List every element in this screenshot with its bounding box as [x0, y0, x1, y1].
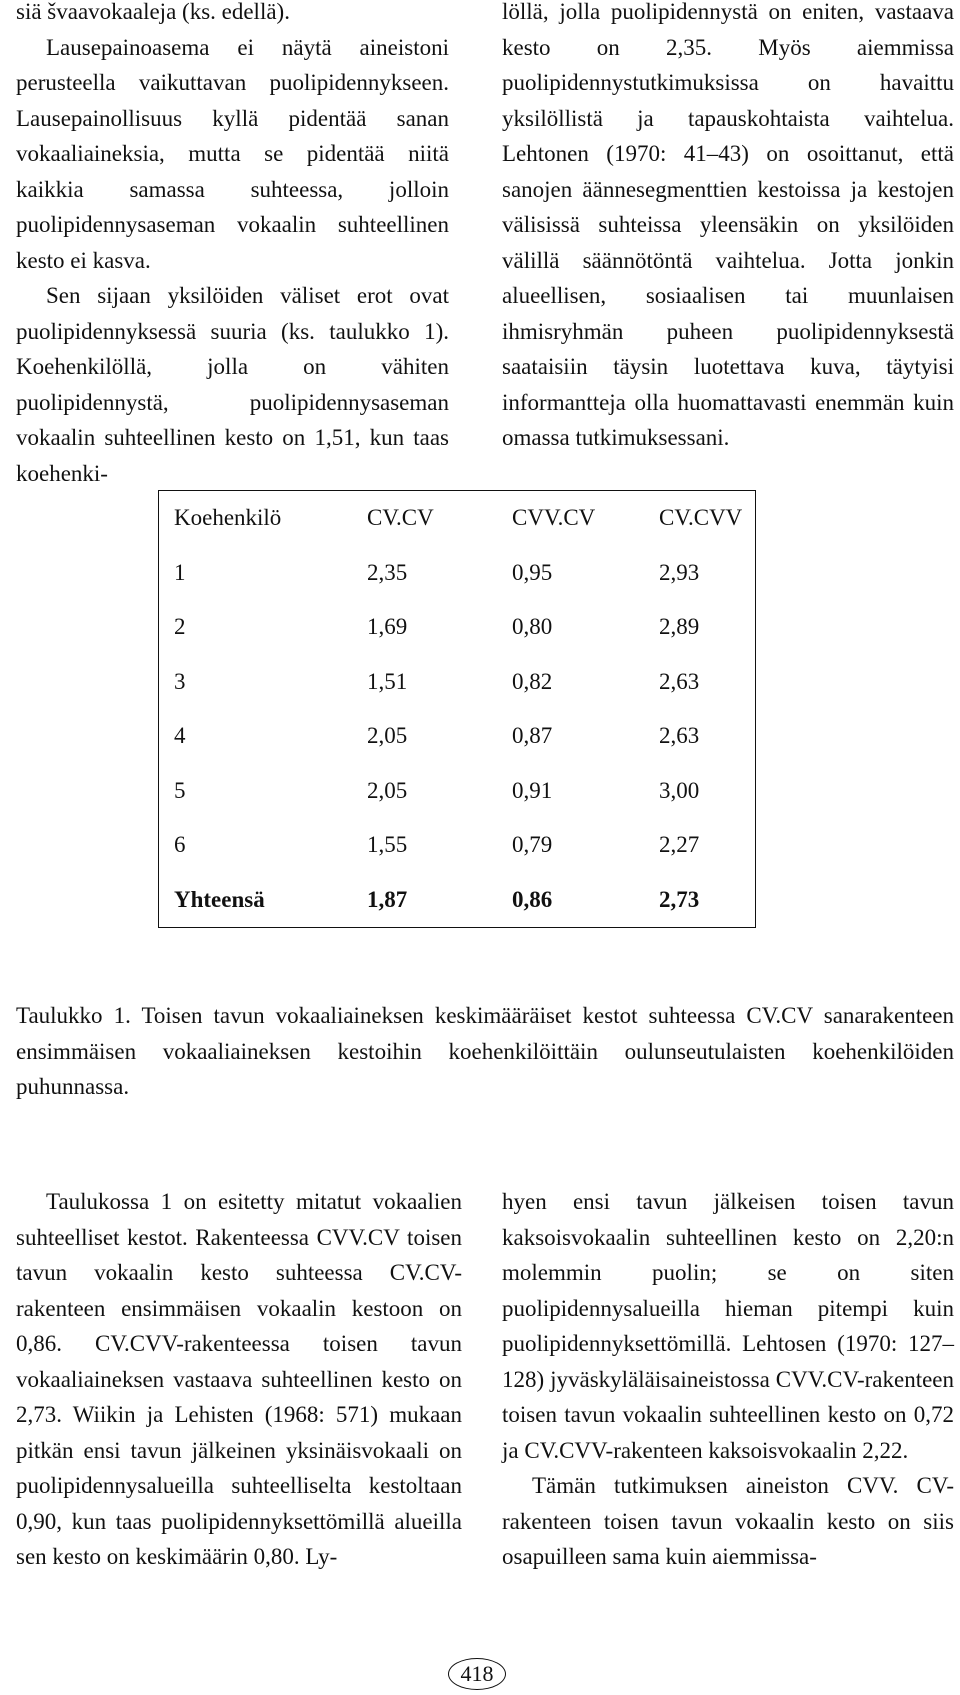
table-cell: 2,27 [659, 832, 700, 858]
table-row [159, 763, 756, 817]
paragraph: Tämän tutkimuksen aineiston CVV. CV-rakenteen toisen tavun vokaalin kesto on siis osapuilleen sama kuin aiemmissa- [502, 1473, 954, 1569]
paragraph: Lausepainoasema ei näytä aineistoni perusteella vaikuttavan puolipidennykseen. Lausepainollisuus kyllä pidentää sanan vokaaliaineksia, mutta se pidentää niitä kaikkia samassa suhteessa, jolloin puolipidennysaseman vokaalin suhteellinen kesto ei kasva. [16, 34, 449, 273]
table-cell: 2,05 [367, 723, 408, 749]
table-header-row [159, 491, 756, 546]
duration-table [158, 490, 756, 928]
table-cell: 0,87 [512, 723, 553, 749]
page-number: 418 [448, 1658, 506, 1690]
table-cell: 1 [174, 559, 186, 585]
table-cell: 2,35 [367, 559, 408, 585]
table-total-row [159, 872, 756, 927]
table-row [159, 709, 756, 763]
table-cell: 0,79 [512, 832, 553, 858]
table-cell: 2 [174, 614, 186, 640]
table-cell: 1,69 [367, 614, 408, 640]
table-header: Koehenkilö [174, 505, 282, 531]
table-cell: 0,80 [512, 614, 553, 640]
table-cell: 2,63 [659, 668, 700, 694]
table-header: CV.CV [367, 505, 434, 531]
table-cell: 3,00 [659, 777, 700, 803]
caption-text: Taulukko 1. Toisen tavun vokaaliaineksen keskimääräiset kestot suhteessa CV.CV sanarakenteen ensimmäisen vokaaliaineksen kestoihin koehenkilöittäin oulunseutulaisten koehenkilöiden puhunnassa. [16, 1003, 954, 1099]
paragraph: Taulukossa 1 on esitetty mitatut vokaalien suhteelliset kestot. Rakenteessa CVV.CV toisen tavun vokaalin kesto suhteessa CV.CV-rakenteen ensimmäisen vokaalin kestoon on 0,86. CV.CVV-rakenteessa toisen tavun vokaaliaineksen vastaava suhteellinen kesto on 2,73. Wiikin ja Lehisten (1968: 571) mukaan pitkän ensi tavun jälkeinen yksinäisvokaali on puolipidennysalueilla suhteelliselta kestoltaan 0,90, kun taas puolipidennyksettömillä alueilla sen kesto on keskimäärin 0,80. Ly- [16, 1189, 462, 1569]
paragraph: hyen ensi tavun jälkeisen toisen tavun kaksoisvokaalin suhteellinen kesto on 2,20:n molemmin puolin; se on siten puolipidennysalueilla hieman pitempi kuin puolipidennyksettömillä. Lehtosen (1970: 127–128) jyväskyläläisaineistossa CVV.CV-rakenteen toisen tavun vokaalin suhteellinen kesto on 0,72 ja CV.CVV-rakenteen kaksoisvokaalin 2,22. [502, 1189, 954, 1463]
table-cell: 2,73 [659, 886, 700, 912]
table-cell: 1,87 [367, 886, 408, 912]
table-cell: 2,63 [659, 723, 700, 749]
table-row [159, 546, 756, 600]
table-cell: Yhteensä [174, 886, 265, 912]
table-cell: 0,82 [512, 668, 553, 694]
table-cell: 0,91 [512, 777, 553, 803]
table-row [159, 818, 756, 872]
table-cell: 1,51 [367, 668, 408, 694]
text-column-top-left [16, 0, 449, 491]
table-cell: 2,89 [659, 614, 700, 640]
table-cell: 1,55 [367, 832, 408, 858]
table-cell: 5 [174, 777, 186, 803]
table-header: CV.CVV [659, 505, 743, 531]
table-cell: 0,95 [512, 559, 553, 585]
text-column-bottom-right [502, 1186, 954, 1575]
text-column-bottom-left [16, 1186, 462, 1575]
paragraph: löllä, jolla puolipidennystä on eniten, vastaava kesto on 2,35. Myös aiemmissa puolipidennystutkimuksissa on havaittu yksilöllistä ja tapauskohtaista vaihtelua. Lehtonen (1970: 41–43) on osoittanut, että sanojen äännesegmenttien kestoissa ja kestojen välisissä suhteissa yleensäkin on yksilöiden välillä säännötöntä vaihtelua. Jotta jonkin alueellisen, sosiaalisen tai muunlaisen ihmisryhmän puheen puolipidennyksestä saataisiin täysin luotettava kuva, täytyisi informantteja olla huomattavasti enemmän kuin omassa tutkimuksessani. [502, 0, 954, 450]
table-row [159, 654, 756, 708]
table-cell: 2,05 [367, 777, 408, 803]
table-cell: 0,86 [512, 886, 553, 912]
table-caption [16, 998, 954, 1105]
paragraph: siä švaavokaaleja (ks. edellä). [16, 0, 290, 24]
paragraph: Sen sijaan yksilöiden väliset erot ovat puolipidennyksessä suuria (ks. taulukko 1). Koehenkilöllä, jolla on vähiten puolipidennystä, puolipidennysaseman vokaalin suhteellinen kesto on 1,51, kun taas koehenki- [16, 283, 449, 486]
table-cell: 4 [174, 723, 186, 749]
table-row [159, 600, 756, 654]
table-cell: 2,93 [659, 559, 700, 585]
table-cell: 3 [174, 668, 186, 694]
table-cell: 6 [174, 832, 186, 858]
table-header: CVV.CV [512, 505, 596, 531]
text-column-top-right [502, 0, 954, 456]
